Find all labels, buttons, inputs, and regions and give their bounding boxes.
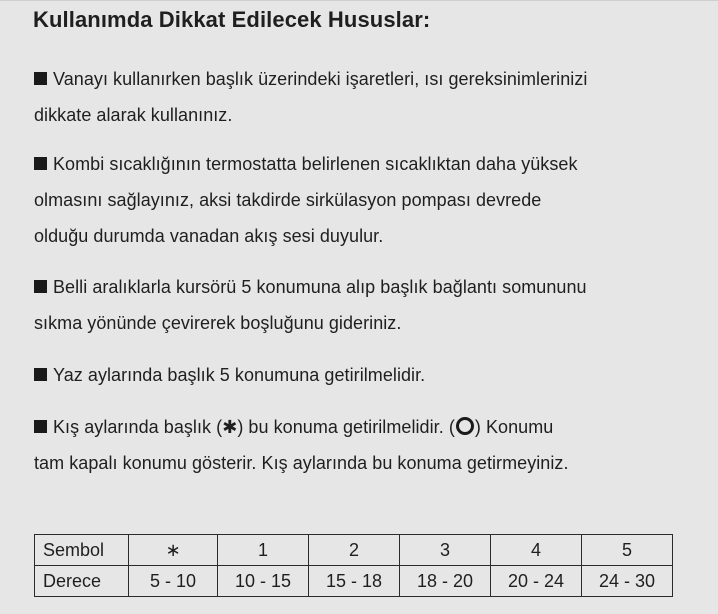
row-header-degree: Derece — [35, 566, 129, 597]
page-title: Kullanımda Dikkat Edilecek Hususlar: — [33, 7, 431, 32]
paragraph-line: Kış aylarında başlık (✱) bu konuma getirilmelidir. ( ) Konumu — [34, 409, 674, 445]
table-row-degrees — [35, 566, 673, 597]
table-cell-symbol: ∗ — [129, 535, 218, 566]
paragraph-line: tam kapalı konumu gösterir. Kış aylarında bu konuma getirmeyiniz. — [34, 453, 569, 473]
paragraph-line: Kombi sıcaklığının termostatta belirlenen sıcaklıktan daha yüksek — [34, 146, 674, 182]
row-header-symbol: Sembol — [35, 535, 129, 566]
table-cell-degree: 20 - 24 — [491, 566, 582, 597]
instruction-paragraph-5 — [34, 409, 674, 481]
paragraph-line: Vanayı kullanırken başlık üzerindeki işaretleri, ısı gereksinimlerinizi — [34, 61, 674, 97]
paragraph-line: sıkma yönünde çevirerek boşluğunu gideriniz. — [34, 313, 402, 333]
paragraph-line: olduğu durumda vanadan akış sesi duyulur. — [34, 226, 384, 246]
paragraph-line: dikkate alarak kullanınız. — [34, 105, 233, 125]
closed-position-ring-icon — [456, 417, 474, 435]
table-row-symbols — [35, 535, 673, 566]
instruction-paragraph-4 — [34, 357, 674, 393]
bullet-square-icon — [34, 72, 47, 85]
bullet-square-icon — [34, 368, 47, 381]
bullet-square-icon — [34, 157, 47, 170]
paragraph-line: olmasını sağlayınız, aksi takdirde sirkülasyon pompası devrede — [34, 190, 542, 210]
instruction-paragraph-3 — [34, 269, 674, 341]
table-cell-symbol: 4 — [491, 535, 582, 566]
table-cell-degree: 15 - 18 — [309, 566, 400, 597]
table-cell-degree: 18 - 20 — [400, 566, 491, 597]
bullet-square-icon — [34, 420, 47, 433]
table-cell-degree: 10 - 15 — [218, 566, 309, 597]
paragraph-line: Yaz aylarında başlık 5 konumuna getirilmelidir. — [34, 357, 674, 393]
instruction-paragraph-1 — [34, 61, 674, 133]
paragraph-line: Belli aralıklarla kursörü 5 konumuna alıp başlık bağlantı somununu — [34, 269, 674, 305]
table-cell-degree: 5 - 10 — [129, 566, 218, 597]
table-cell-symbol: 1 — [218, 535, 309, 566]
table-cell-symbol: 3 — [400, 535, 491, 566]
table-cell-symbol: 2 — [309, 535, 400, 566]
table-cell-symbol: 5 — [582, 535, 673, 566]
table-cell-degree: 24 - 30 — [582, 566, 673, 597]
instruction-paragraph-2 — [34, 146, 674, 254]
bullet-square-icon — [34, 280, 47, 293]
snowflake-asterisk-icon: ✱ — [222, 417, 238, 437]
symbol-degree-table — [34, 534, 673, 597]
